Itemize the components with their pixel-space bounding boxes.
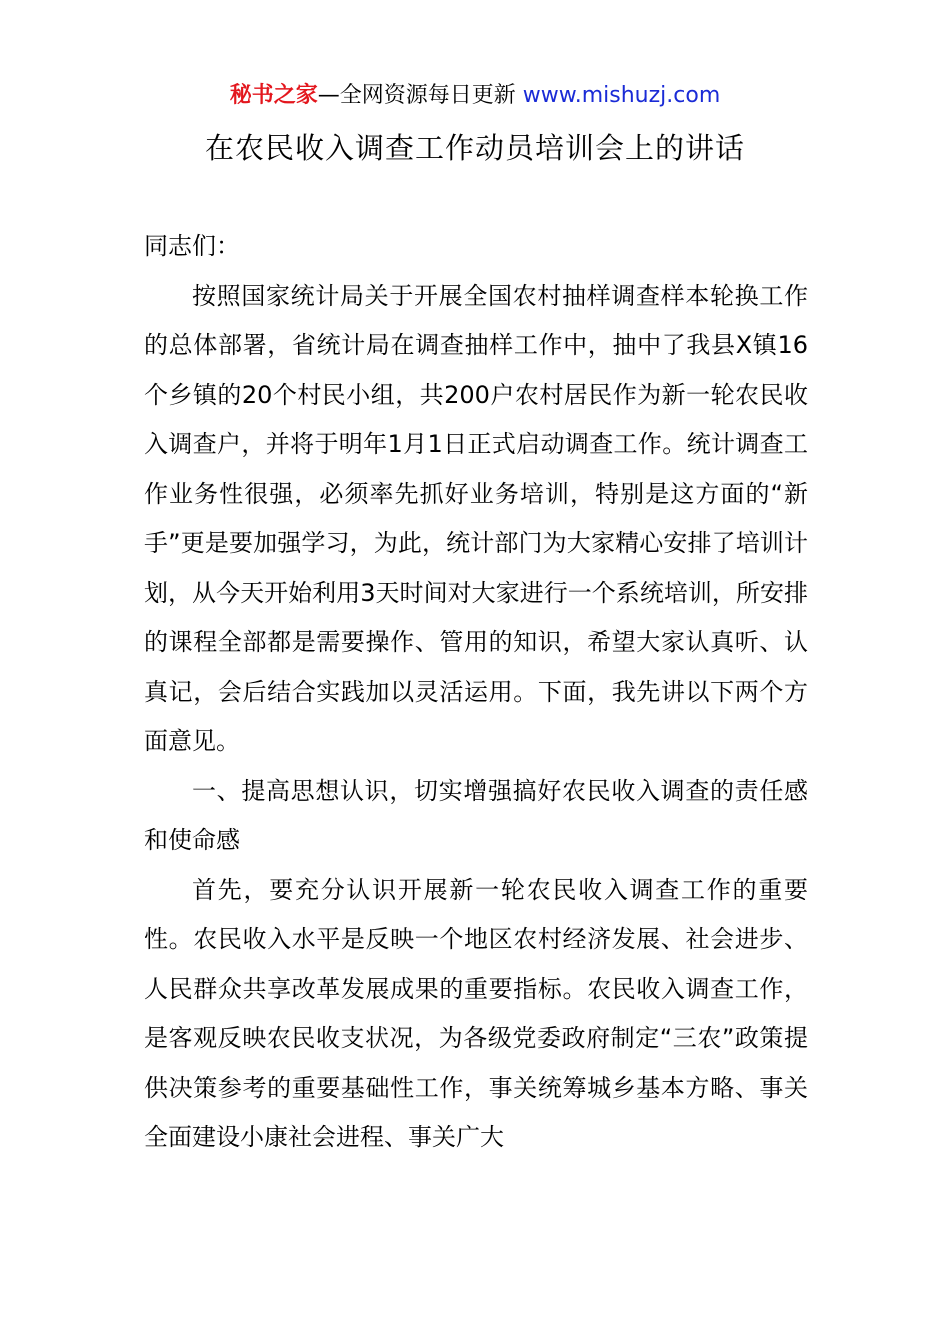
- section-heading-1: 一、提高思想认识，切实增强搞好农民收入调查的责任感和使命感: [144, 776, 808, 854]
- brand-name: 秘书之家: [229, 83, 318, 108]
- document-body: [144, 222, 808, 1163]
- header-tagline: —全网资源每日更新: [317, 83, 516, 108]
- paragraph-1: 按照国家统计局关于开展全国农村抽样调查样本轮换工作的总体部署，省统计局在调查抽样工作中，抽中了我县X镇16个乡镇的20个村民小组，共200户农村居民作为新一轮农民收入调查户，并将于明年1月1日正式启动调查工作。统计调查工作业务性很强，必须率先抓好业务培训，特别是这方面的“新手”更是要加强学习，为此，统计部门为大家精心安排了培训计划，从今天开始利用3天时间对大家进行一个系统培训，所安排的课程全部都是需要操作、管用的知识，希望大家认真听、认真记，会后结合实践加以灵活运用。下面，我先讲以下两个方面意见。: [144, 281, 808, 755]
- paragraph-2: 首先，要充分认识开展新一轮农民收入调查工作的重要性。农民收入水平是反映一个地区农村经济发展、社会进步、人民群众共享改革发展成果的重要指标。农民收入调查工作，是客观反映农民收支状况，为各级党委政府制定“三农”政策提供决策参考的重要基础性工作，事关统筹城乡基本方略、事关全面建设小康社会进程、事关广大: [144, 875, 808, 1151]
- site-header: [0, 80, 950, 112]
- document-title: 在农民收入调查工作动员培训会上的讲话: [204, 131, 745, 165]
- salutation: 同志们：: [144, 232, 240, 260]
- site-url[interactable]: www.mishuzj.com: [515, 83, 721, 108]
